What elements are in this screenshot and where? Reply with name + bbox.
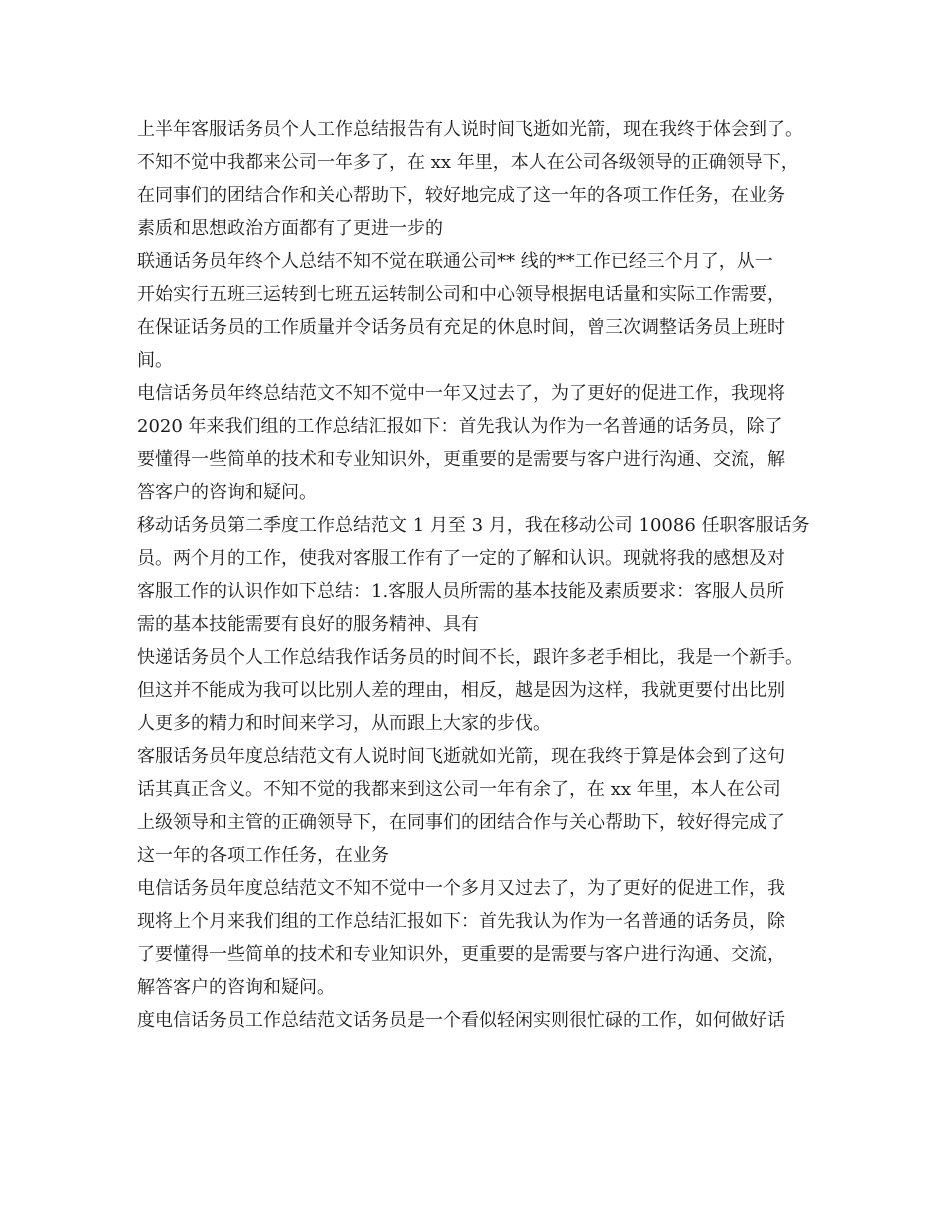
text-line: 解答客户的咨询和疑问。 [137,977,335,998]
text-line: 间。 [137,350,173,371]
text-line: 答客户的咨询和疑问。 [137,482,317,503]
text-line: 2020 年来我们组的工作总结汇报如下：首先我认为作为一名普通的话务员，除了 [137,416,783,437]
text-line: 度电信话务员工作总结范文话务员是一个看似轻闲实则很忙碌的工作，如何做好话 [137,1010,785,1031]
text-line: 开始实行五班三运转到七班五运转制公司和中心领导根据电话量和实际工作需要， [137,284,785,305]
text-line: 了要懂得一些简单的技术和专业知识外，更重要的是需要与客户进行沟通、交流， [137,944,785,965]
text-line: 不知不觉中我都来公司一年多了，在 xx 年里，本人在公司各级领导的正确领导下， [137,152,799,173]
text-line: 客服话务员年度总结范文有人说时间飞逝就如光箭，现在我终于算是体会到了这句 [137,746,785,767]
text-line: 客服工作的认识作如下总结：1.客服人员所需的基本技能及素质要求：客服人员所 [137,581,785,602]
document-body [137,113,827,1037]
text-line: 但这并不能成为我可以比别人差的理由，相反，越是因为这样，我就更要付出比别 [137,680,785,701]
text-line: 现将上个月来我们组的工作总结汇报如下：首先我认为作为一名普通的话务员，除 [137,911,785,932]
text-line: 联通话务员年终个人总结不知不觉在联通公司** 线的**工作已经三个月了，从一 [137,251,773,272]
text-line: 人更多的精力和时间来学习，从而跟上大家的步伐。 [137,713,551,734]
text-line: 需的基本技能需要有良好的服务精神、具有 [137,614,479,635]
text-line: 这一年的各项工作任务，在业务 [137,845,389,866]
text-line: 话其真正含义。不知不觉的我都来到这公司一年有余了，在 xx 年里，本人在公司 [137,779,781,800]
text-line: 上级领导和主管的正确领导下，在同事们的团结合作与关心帮助下，较好得完成了 [137,812,785,833]
text-line: 上半年客服话务员个人工作总结报告有人说时间飞逝如光箭，现在我终于体会到了。 [137,119,803,140]
text-line: 素质和思想政治方面都有了更进一步的 [137,218,443,239]
text-line: 在同事们的团结合作和关心帮助下，较好地完成了这一年的各项工作任务，在业务 [137,185,785,206]
text-line: 电信话务员年度总结范文不知不觉中一个多月又过去了，为了更好的促进工作，我 [137,878,785,899]
text-line: 在保证话务员的工作质量并令话务员有充足的休息时间，曾三次调整话务员上班时 [137,317,785,338]
text-line: 移动话务员第二季度工作总结范文 1 月至 3 月，我在移动公司 10086 任职客服话务 [137,515,810,536]
text-line: 员。两个月的工作，使我对客服工作有了一定的了解和认识。现就将我的感想及对 [137,548,785,569]
text-line: 要懂得一些简单的技术和专业知识外，更重要的是需要与客户进行沟通、交流，解 [137,449,785,470]
text-line: 快递话务员个人工作总结我作话务员的时间不长，跟许多老手相比，我是一个新手。 [137,647,803,668]
text-line: 电信话务员年终总结范文不知不觉中一年又过去了，为了更好的促进工作，我现将 [137,383,785,404]
